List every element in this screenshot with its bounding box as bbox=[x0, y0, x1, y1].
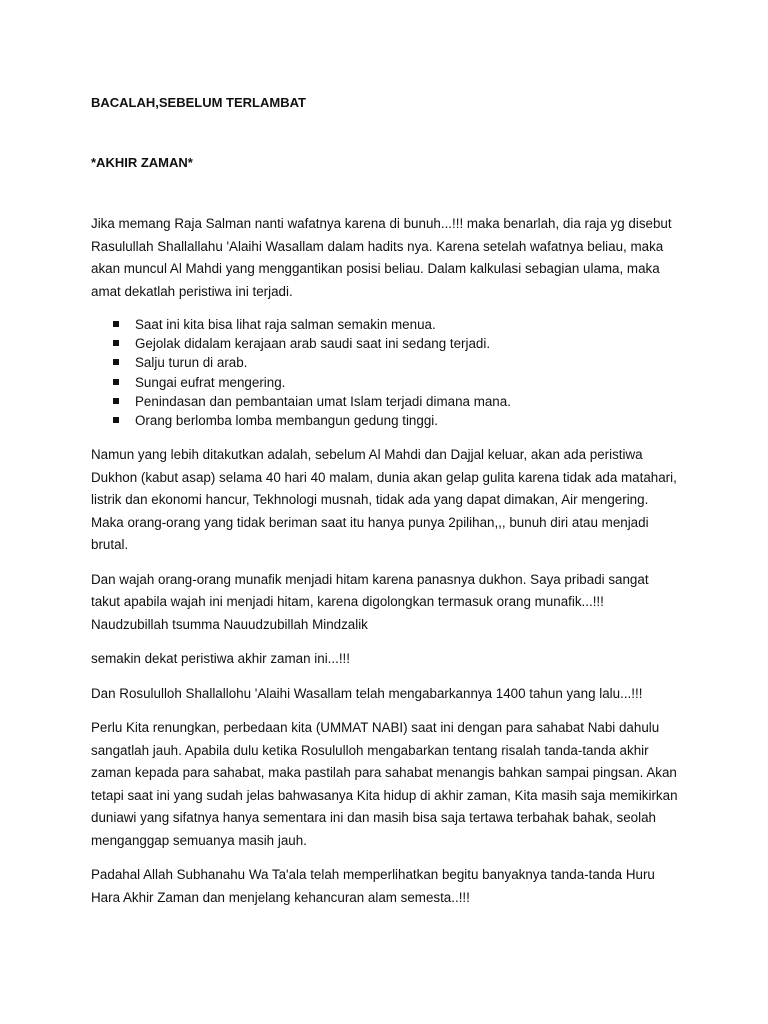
bullet-icon bbox=[113, 398, 119, 404]
bullet-icon bbox=[113, 379, 119, 385]
list-item bbox=[113, 373, 681, 392]
paragraph-dukhon: Namun yang lebih ditakutkan adalah, sebelum Al Mahdi dan Dajjal keluar, akan ada peristiwa Dukhon (kabut asap) selama 40 hari 40 malam, dunia akan gelap gulita karena tidak ada matahari, listrik dan ekonomi hancur, Tekhnologi musnah, tidak ada yang dapat dimakan, Air mengering. Maka orang-orang yang tidak beriman saat itu hanya punya 2pilihan,,, bunuh diri atau menjadi brutal. bbox=[91, 447, 677, 553]
bullet-icon bbox=[113, 321, 119, 327]
document-title: BACALAH,SEBELUM TERLAMBAT bbox=[91, 95, 306, 110]
list-item-text: Penindasan dan pembantaian umat Islam terjadi dimana mana. bbox=[135, 393, 511, 409]
list-item-text: Saat ini kita bisa lihat raja salman semakin menua. bbox=[135, 317, 436, 332]
list-item bbox=[113, 334, 681, 353]
list-item-text: Orang berlomba lomba membangun gedung tinggi. bbox=[135, 413, 438, 429]
bullet-icon bbox=[113, 417, 119, 423]
list-item bbox=[113, 315, 681, 334]
list-item bbox=[113, 411, 681, 430]
list-item-text: Gejolak didalam kerajaan arab saudi saat ini sedang terjadi. bbox=[135, 336, 491, 352]
list-item bbox=[113, 392, 681, 411]
list-item-text: Sungai eufrat mengering. bbox=[135, 374, 286, 390]
paragraph-renungkan: Perlu Kita renungkan, perbedaan kita (UMMAT NABI) saat ini dengan para sahabat Nabi dahulu sangatlah jauh. Apabila dulu ketika Rosululloh mengabarkan tentang risalah tanda-tanda akhir zaman kepada para sahabat, maka pastilah para sahabat menangis bahkan sampai pingsan. Akan tetapi saat ini yang sudah jelas bahwasanya Kita hidup di akhir zaman, Kita masih saja memikirkan duniawi yang sifatnya hanya sementara ini dan masih bisa saja tertawa terbahak bahak, seolah menganggap semuanya masih jauh. bbox=[91, 720, 678, 848]
bullet-icon bbox=[113, 359, 119, 365]
document-subtitle: *AKHIR ZAMAN* bbox=[91, 155, 193, 170]
paragraph-padahal: Padahal Allah Subhanahu Wa Ta'ala telah memperlihatkan begitu banyaknya tanda-tanda Huru Hara Akhir Zaman dan menjelang kehancuran alam semesta..!!! bbox=[91, 867, 655, 905]
paragraph-munafik: Dan wajah orang-orang munafik menjadi hitam karena panasnya dukhon. Saya pribadi sangat takut apabila wajah ini menjadi hitam, karena digolongkan termasuk orang munafik...!!! Naudzubillah tsumma Nauudzubillah Mindzalik bbox=[91, 571, 649, 632]
list-item-text: Salju turun di arab. bbox=[135, 355, 248, 371]
list-item bbox=[113, 353, 681, 372]
document-page bbox=[91, 93, 681, 921]
paragraph-semakin-dekat: semakin dekat peristiwa akhir zaman ini...!!! bbox=[91, 651, 350, 667]
paragraph-rosululloh: Dan Rosululloh Shallallohu 'Alaihi Wasallam telah mengabarkannya 1400 tahun yang lalu...!!! bbox=[91, 685, 643, 701]
paragraph-intro: Jika memang Raja Salman nanti wafatnya karena di bunuh...!!! maka benarlah, dia raja yg disebut Rasulullah Shallallahu 'Alaihi Wasallam dalam hadits nya. Karena setelah wafatnya beliau, maka akan muncul Al Mahdi yang menggantikan posisi beliau. Dalam kalkulasi sebagian ulama, maka amat dekatlah peristiwa ini terjadi. bbox=[91, 216, 672, 299]
bullet-icon bbox=[113, 340, 119, 346]
sign-list bbox=[91, 315, 681, 430]
